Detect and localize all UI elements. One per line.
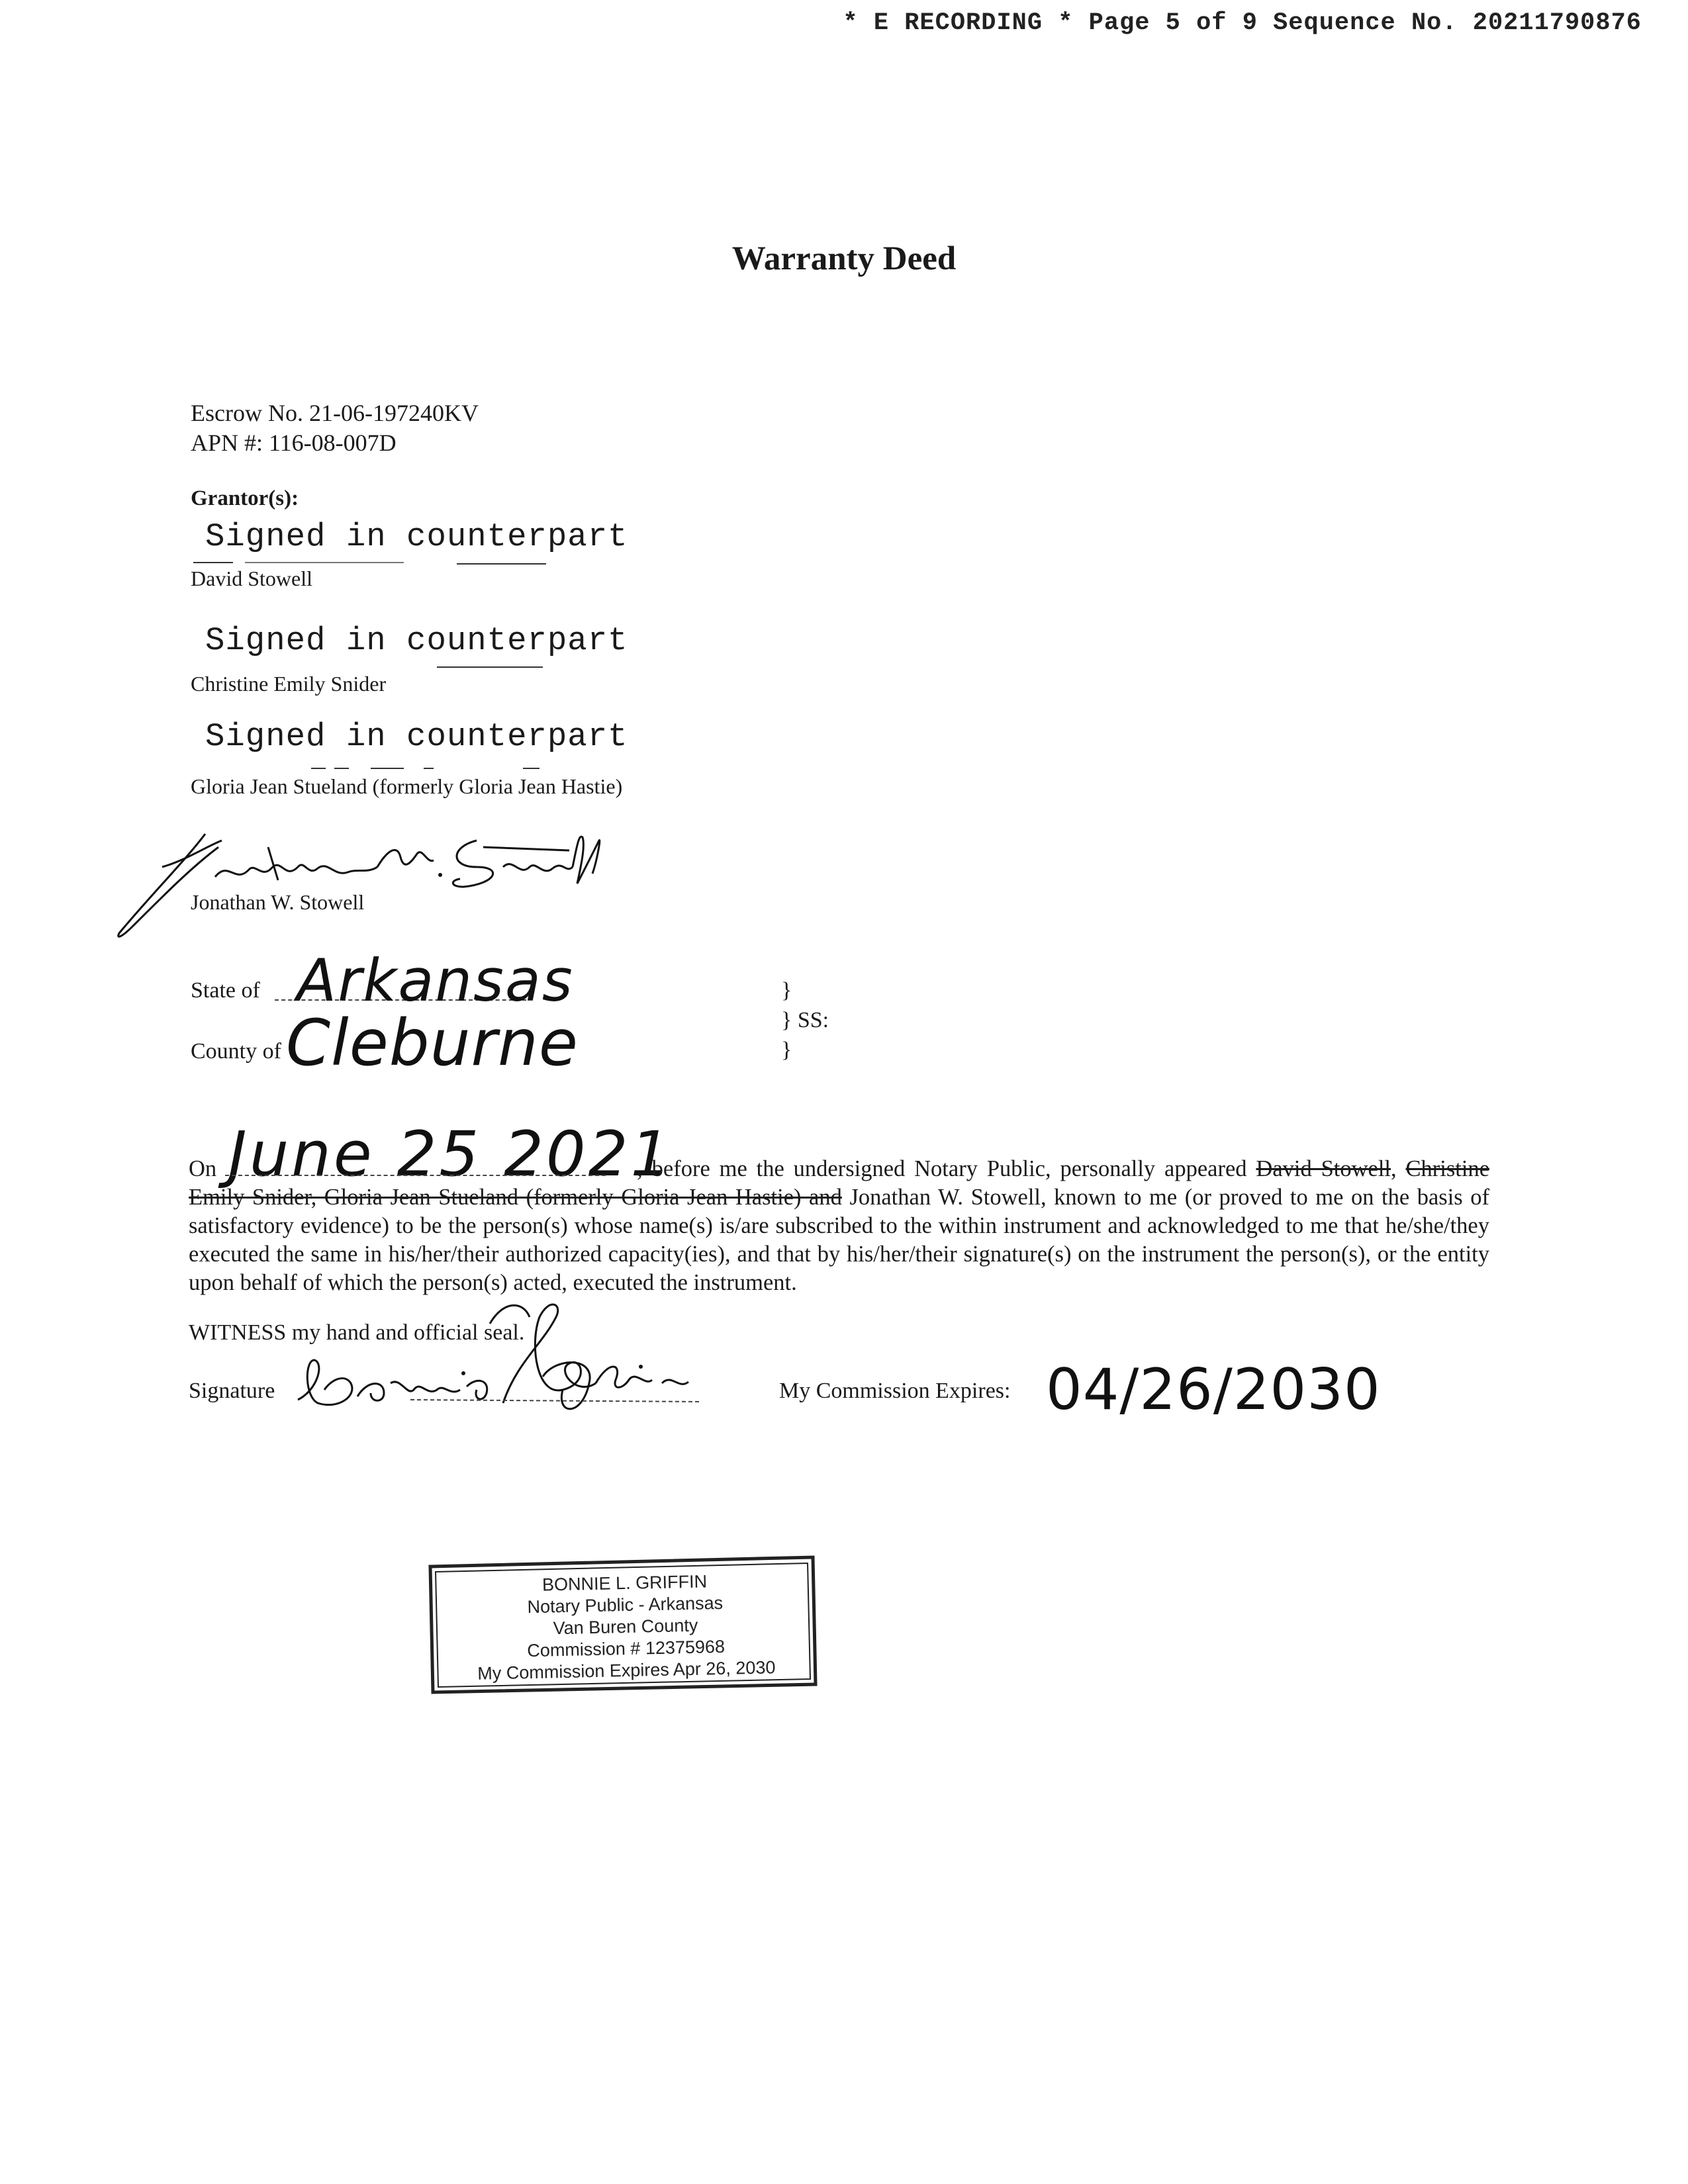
escrow-number: Escrow No. 21-06-197240KV — [191, 400, 479, 426]
grantor-3-counterpart-text: Signed in counterpart — [205, 718, 628, 755]
signature-line — [193, 562, 233, 563]
notary-seal-text — [439, 1569, 812, 1686]
state-label: State of — [191, 978, 260, 1003]
witness-text: WITNESS my hand and official seal. — [189, 1320, 525, 1345]
grantor-1-counterpart-text: Signed in counterpart — [205, 518, 628, 555]
ack-remaining-text: Jonathan W. Stowell, known to me (or proved to me on the basis of satisfactory evidence) to be the person(s) whose name(s) is/are subscribed to the within instrument and acknowledged to me that he/she/they executed the same in his/her/their authorized capacity(ies), and that by his/her/their signature(s) on the instrument the person(s), or the entity upon behalf of which the person(s) acted, executed the instrument. — [189, 1185, 1490, 1295]
grantor-1-name: David Stowell — [191, 567, 312, 590]
grantor-2-counterpart-text: Signed in counterpart — [205, 622, 628, 659]
venue-brace-top: } — [781, 978, 792, 1003]
signature-line — [437, 666, 543, 668]
notary-signature — [278, 1297, 741, 1449]
seal-commission-number: Commission # 12375968 — [527, 1636, 726, 1661]
document-title: Warranty Deed — [731, 240, 957, 277]
acknowledgment-paragraph — [189, 1155, 1489, 1297]
signature-line — [371, 768, 404, 769]
venue-brace-middle: } SS: — [781, 1008, 829, 1032]
commission-label: My Commission Expires: — [779, 1379, 1011, 1403]
signature-line — [523, 768, 539, 769]
grantor-4-name: Jonathan W. Stowell — [191, 890, 365, 914]
recording-header: * E RECORDING * Page 5 of 9 Sequence No. 20211790876 — [843, 9, 1642, 37]
state-value: Arkansas — [297, 946, 574, 1015]
signature-line — [424, 768, 434, 769]
grantor-3-name: Gloria Jean Stueland (formerly Gloria Jean Hastie) — [191, 774, 623, 798]
signature-line — [457, 563, 546, 565]
county-value: Cleburne — [286, 1006, 579, 1080]
on-label: On — [189, 1156, 217, 1181]
venue-brace-bottom: } — [781, 1038, 792, 1062]
ss-label: SS: — [797, 1008, 829, 1032]
seal-county: Van Buren County — [553, 1615, 698, 1639]
seal-notary-name: BONNIE L. GRIFFIN — [541, 1571, 708, 1595]
struck-names-1: David Stowell — [1256, 1156, 1391, 1181]
seal-expiration: My Commission Expires Apr 26, 2030 — [477, 1657, 776, 1684]
ack-comma: , — [1391, 1156, 1397, 1181]
seal-notary-title: Notary Public - Arkansas — [527, 1592, 724, 1617]
signature-label: Signature — [189, 1379, 275, 1403]
signature-line — [245, 562, 404, 563]
ack-text-before-names: , before me the undersigned Notary Public, personally appeared — [637, 1156, 1247, 1181]
acknowledgment-date: June 25 2021 — [228, 1118, 673, 1191]
grantors-label: Grantor(s): — [191, 486, 299, 510]
county-label: County of — [191, 1039, 281, 1064]
grantor-2-name: Christine Emily Snider — [191, 672, 387, 696]
signature-line — [334, 768, 349, 769]
struck-names-2: Christine Emily Snider, Gloria Jean Stueland (formerly Gloria Jean Hastie) and — [189, 1156, 1490, 1210]
apn-number: APN #: 116-08-007D — [191, 430, 397, 456]
grantor-4-signature — [106, 821, 609, 953]
signature-line — [311, 768, 326, 769]
commission-value: 04/26/2030 — [1046, 1357, 1381, 1423]
